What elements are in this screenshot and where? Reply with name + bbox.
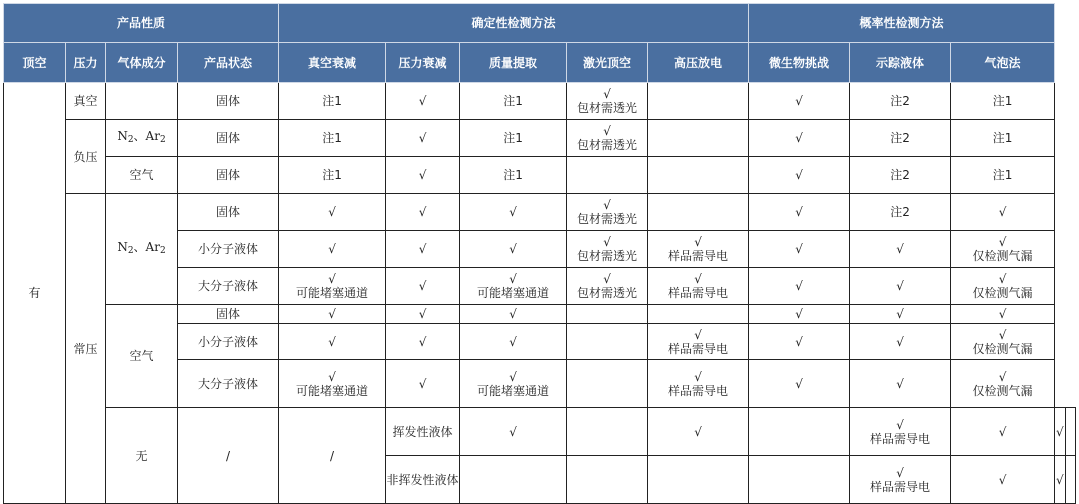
cell-note: 注1 <box>951 83 1055 120</box>
cell-check <box>850 360 951 408</box>
cell-check-note <box>951 360 1055 408</box>
note-text: 可能堵塞通道 <box>477 383 550 398</box>
cell-empty <box>567 360 648 408</box>
cell-check-note <box>460 268 567 305</box>
headspace-yes: 有 <box>4 83 66 504</box>
cell-empty <box>648 305 749 324</box>
cell-check <box>951 305 1055 324</box>
group-product-properties: 产品性质 <box>4 4 279 43</box>
note-text: 仅检测气漏 <box>972 286 1033 300</box>
gas-formula-sub: 2 <box>127 135 134 145</box>
col-gas-composition: 气体成分 <box>106 43 178 83</box>
col-high-voltage: 高压放电 <box>648 43 749 83</box>
check-mark: √ <box>896 417 904 432</box>
header-column-row <box>4 43 1076 83</box>
check-mark: √ <box>694 369 702 384</box>
check-mark: √ <box>418 334 427 349</box>
cell-check <box>460 231 567 268</box>
cell-check <box>1055 456 1065 504</box>
check-mark: √ <box>795 279 803 293</box>
cell-check <box>1055 408 1065 456</box>
table-row <box>4 408 1076 456</box>
cell-check-note <box>850 408 951 456</box>
gas-empty <box>106 83 178 120</box>
table-row <box>4 157 1076 194</box>
cell-note: 注1 <box>460 157 567 194</box>
cell-check-note <box>648 360 749 408</box>
check-mark: √ <box>998 307 1007 321</box>
cell-check <box>386 268 460 305</box>
check-mark: √ <box>509 307 517 321</box>
cell-check <box>749 231 850 268</box>
note-text: 可能堵塞通道 <box>477 286 550 300</box>
check-mark: √ <box>509 272 517 286</box>
check-mark: √ <box>1055 472 1064 487</box>
col-laser-headspace: 激光顶空 <box>567 43 648 83</box>
cell-check-note <box>567 83 648 120</box>
check-mark: √ <box>603 124 611 138</box>
gas-n2-ar2 <box>106 194 178 305</box>
check-mark: √ <box>328 307 336 321</box>
cell-note: 注1 <box>460 83 567 120</box>
cell-note: 注1 <box>279 83 386 120</box>
headspace-no: 无 <box>106 408 178 504</box>
cell-check-note <box>850 456 951 504</box>
state-cell: 小分子液体 <box>178 231 279 268</box>
cell-check <box>279 324 386 360</box>
state-cell: 大分子液体 <box>178 268 279 305</box>
check-mark: √ <box>418 279 427 293</box>
check-mark: √ <box>998 424 1007 439</box>
cell-empty <box>567 408 648 456</box>
check-mark: √ <box>896 307 904 321</box>
note-text: 包材需透光 <box>577 101 638 115</box>
state-cell: 固体 <box>178 305 279 324</box>
table-row <box>4 120 1076 157</box>
cell-empty <box>460 456 567 504</box>
col-tracer-liquid: 示踪液体 <box>850 43 951 83</box>
cell-check <box>460 408 567 456</box>
check-mark: √ <box>694 272 702 286</box>
gas-formula-part: N <box>117 129 128 143</box>
note-text: 可能堵塞通道 <box>296 383 369 398</box>
cell-check-note <box>279 360 386 408</box>
cell-check <box>386 157 460 194</box>
check-mark: √ <box>328 242 336 256</box>
check-mark: √ <box>603 198 611 212</box>
group-probabilistic-methods: 概率性检测方法 <box>749 4 1055 43</box>
cell-check-note <box>648 231 749 268</box>
state-cell: 小分子液体 <box>178 324 279 360</box>
check-mark: √ <box>418 168 427 182</box>
table-row <box>4 305 1076 324</box>
check-mark: √ <box>998 205 1007 219</box>
check-mark: √ <box>998 235 1007 249</box>
table-row <box>4 83 1076 120</box>
check-mark: √ <box>795 242 803 256</box>
cell-check <box>648 408 749 456</box>
note-text: 可能堵塞通道 <box>296 286 369 300</box>
cell-check-note <box>567 120 648 157</box>
check-mark: √ <box>603 235 611 249</box>
check-mark: √ <box>328 205 336 219</box>
gas-none: / <box>279 408 386 504</box>
cell-check <box>951 408 1055 456</box>
group-deterministic-methods: 确定性检测方法 <box>279 4 749 43</box>
cell-check <box>279 231 386 268</box>
cell-check <box>386 305 460 324</box>
gas-formula-part: 、Ar <box>133 129 160 143</box>
col-product-state: 产品状态 <box>178 43 279 83</box>
cell-check <box>749 324 850 360</box>
gas-n2-ar2 <box>106 120 178 157</box>
cell-check-note <box>648 268 749 305</box>
note-text: 仅检测气漏 <box>972 249 1033 263</box>
check-mark: √ <box>795 131 803 145</box>
gas-air: 空气 <box>106 305 178 408</box>
cell-empty <box>567 324 648 360</box>
cell-note: 注1 <box>951 157 1055 194</box>
state-cell: 挥发性液体 <box>386 408 460 456</box>
check-mark: √ <box>418 205 427 219</box>
cell-note: 注1 <box>279 157 386 194</box>
cell-check <box>749 194 850 231</box>
check-mark: √ <box>603 87 611 101</box>
cell-note: 注2 <box>850 194 951 231</box>
cell-empty <box>648 120 749 157</box>
cell-check-note <box>951 231 1055 268</box>
check-mark: √ <box>998 327 1007 342</box>
note-text: 样品需导电 <box>668 383 729 398</box>
state-cell: 固体 <box>178 157 279 194</box>
gas-formula-sub: 2 <box>159 246 166 256</box>
cell-check <box>749 120 850 157</box>
note-text: 样品需导电 <box>668 341 729 356</box>
check-mark: √ <box>795 376 803 391</box>
cell-note: 注2 <box>850 120 951 157</box>
cell-check-note <box>460 360 567 408</box>
cell-empty <box>567 456 648 504</box>
pressure-none: / <box>178 408 279 504</box>
state-cell: 非挥发性液体 <box>386 456 460 504</box>
cell-note: 注1 <box>460 120 567 157</box>
gas-formula-sub: 2 <box>127 246 134 256</box>
cell-check-note <box>279 268 386 305</box>
check-mark: √ <box>694 424 702 439</box>
check-mark: √ <box>509 369 517 384</box>
check-mark: √ <box>509 424 517 439</box>
cell-note: 注2 <box>850 83 951 120</box>
cell-check <box>850 305 951 324</box>
table-row <box>4 194 1076 231</box>
check-mark: √ <box>418 94 427 108</box>
col-bubble-test: 气泡法 <box>951 43 1055 83</box>
cell-check <box>850 268 951 305</box>
check-mark: √ <box>328 369 336 384</box>
col-pressure: 压力 <box>66 43 106 83</box>
cell-check <box>749 305 850 324</box>
pressure-normal: 常压 <box>66 194 106 504</box>
check-mark: √ <box>896 334 904 349</box>
check-mark: √ <box>509 242 517 256</box>
pressure-negative: 负压 <box>66 120 106 194</box>
note-text: 包材需透光 <box>577 212 638 226</box>
check-mark: √ <box>795 168 803 182</box>
check-mark: √ <box>418 307 427 321</box>
cell-check-note <box>951 268 1055 305</box>
note-text: 包材需透光 <box>577 286 638 300</box>
cell-empty <box>648 83 749 120</box>
note-text: 样品需导电 <box>870 479 931 494</box>
cell-check <box>386 83 460 120</box>
check-mark: √ <box>795 307 803 321</box>
cell-empty <box>648 456 749 504</box>
col-pressure-decay: 压力衰减 <box>386 43 460 83</box>
check-mark: √ <box>998 272 1007 286</box>
check-mark: √ <box>1055 424 1064 439</box>
check-mark: √ <box>795 334 803 349</box>
cell-check <box>386 360 460 408</box>
cell-empty <box>648 157 749 194</box>
check-mark: √ <box>328 272 336 286</box>
cell-check <box>279 305 386 324</box>
check-mark: √ <box>998 472 1007 487</box>
cell-check-note <box>951 324 1055 360</box>
note-text: 样品需导电 <box>668 249 729 263</box>
gas-air: 空气 <box>106 157 178 194</box>
state-cell: 大分子液体 <box>178 360 279 408</box>
check-mark: √ <box>998 369 1007 384</box>
cell-empty <box>749 456 850 504</box>
cell-check <box>749 157 850 194</box>
gas-formula-part: N <box>117 240 128 254</box>
check-mark: √ <box>418 242 427 256</box>
col-microbial-challenge: 微生物挑战 <box>749 43 850 83</box>
cell-empty <box>1065 456 1075 504</box>
cell-check <box>460 324 567 360</box>
check-mark: √ <box>509 205 517 219</box>
check-mark: √ <box>896 279 904 293</box>
check-mark: √ <box>694 327 702 342</box>
leak-test-method-table <box>3 3 1076 504</box>
note-text: 包材需透光 <box>577 249 638 263</box>
check-mark: √ <box>896 376 904 391</box>
cell-check-note <box>567 268 648 305</box>
cell-check <box>951 456 1055 504</box>
cell-check <box>749 83 850 120</box>
cell-check <box>749 360 850 408</box>
check-mark: √ <box>795 205 803 219</box>
check-mark: √ <box>328 334 336 349</box>
cell-check <box>850 324 951 360</box>
note-text: 仅检测气漏 <box>972 341 1033 356</box>
gas-formula-sub: 2 <box>159 135 166 145</box>
cell-check <box>386 194 460 231</box>
note-text: 仅检测气漏 <box>972 383 1033 398</box>
cell-check-note <box>648 324 749 360</box>
header-group-row <box>4 4 1076 43</box>
col-mass-extraction: 质量提取 <box>460 43 567 83</box>
note-text: 样品需导电 <box>668 286 729 300</box>
cell-check <box>850 231 951 268</box>
cell-check-note <box>567 231 648 268</box>
cell-check <box>386 120 460 157</box>
state-cell: 固体 <box>178 120 279 157</box>
note-text: 样品需导电 <box>870 431 931 446</box>
check-mark: √ <box>509 334 517 349</box>
check-mark: √ <box>694 235 702 249</box>
check-mark: √ <box>418 131 427 145</box>
cell-check <box>279 194 386 231</box>
cell-empty <box>1065 408 1075 456</box>
cell-check <box>386 231 460 268</box>
check-mark: √ <box>418 376 427 391</box>
cell-empty <box>567 157 648 194</box>
check-mark: √ <box>795 94 803 108</box>
pressure-vacuum: 真空 <box>66 83 106 120</box>
cell-empty <box>648 194 749 231</box>
state-cell: 固体 <box>178 83 279 120</box>
cell-empty <box>749 408 850 456</box>
state-cell: 固体 <box>178 194 279 231</box>
col-vacuum-decay: 真空衰减 <box>279 43 386 83</box>
check-mark: √ <box>896 465 904 480</box>
cell-check <box>386 324 460 360</box>
cell-check <box>460 305 567 324</box>
cell-note: 注1 <box>951 120 1055 157</box>
col-headspace: 顶空 <box>4 43 66 83</box>
gas-formula-part: 、Ar <box>133 240 160 254</box>
check-mark: √ <box>896 242 904 256</box>
cell-check <box>951 194 1055 231</box>
cell-check <box>460 194 567 231</box>
check-mark: √ <box>603 272 611 286</box>
method-table-container <box>3 3 1076 500</box>
cell-empty <box>567 305 648 324</box>
note-text: 包材需透光 <box>577 138 638 152</box>
cell-check <box>749 268 850 305</box>
cell-note: 注1 <box>279 120 386 157</box>
cell-note: 注2 <box>850 157 951 194</box>
cell-check-note <box>567 194 648 231</box>
